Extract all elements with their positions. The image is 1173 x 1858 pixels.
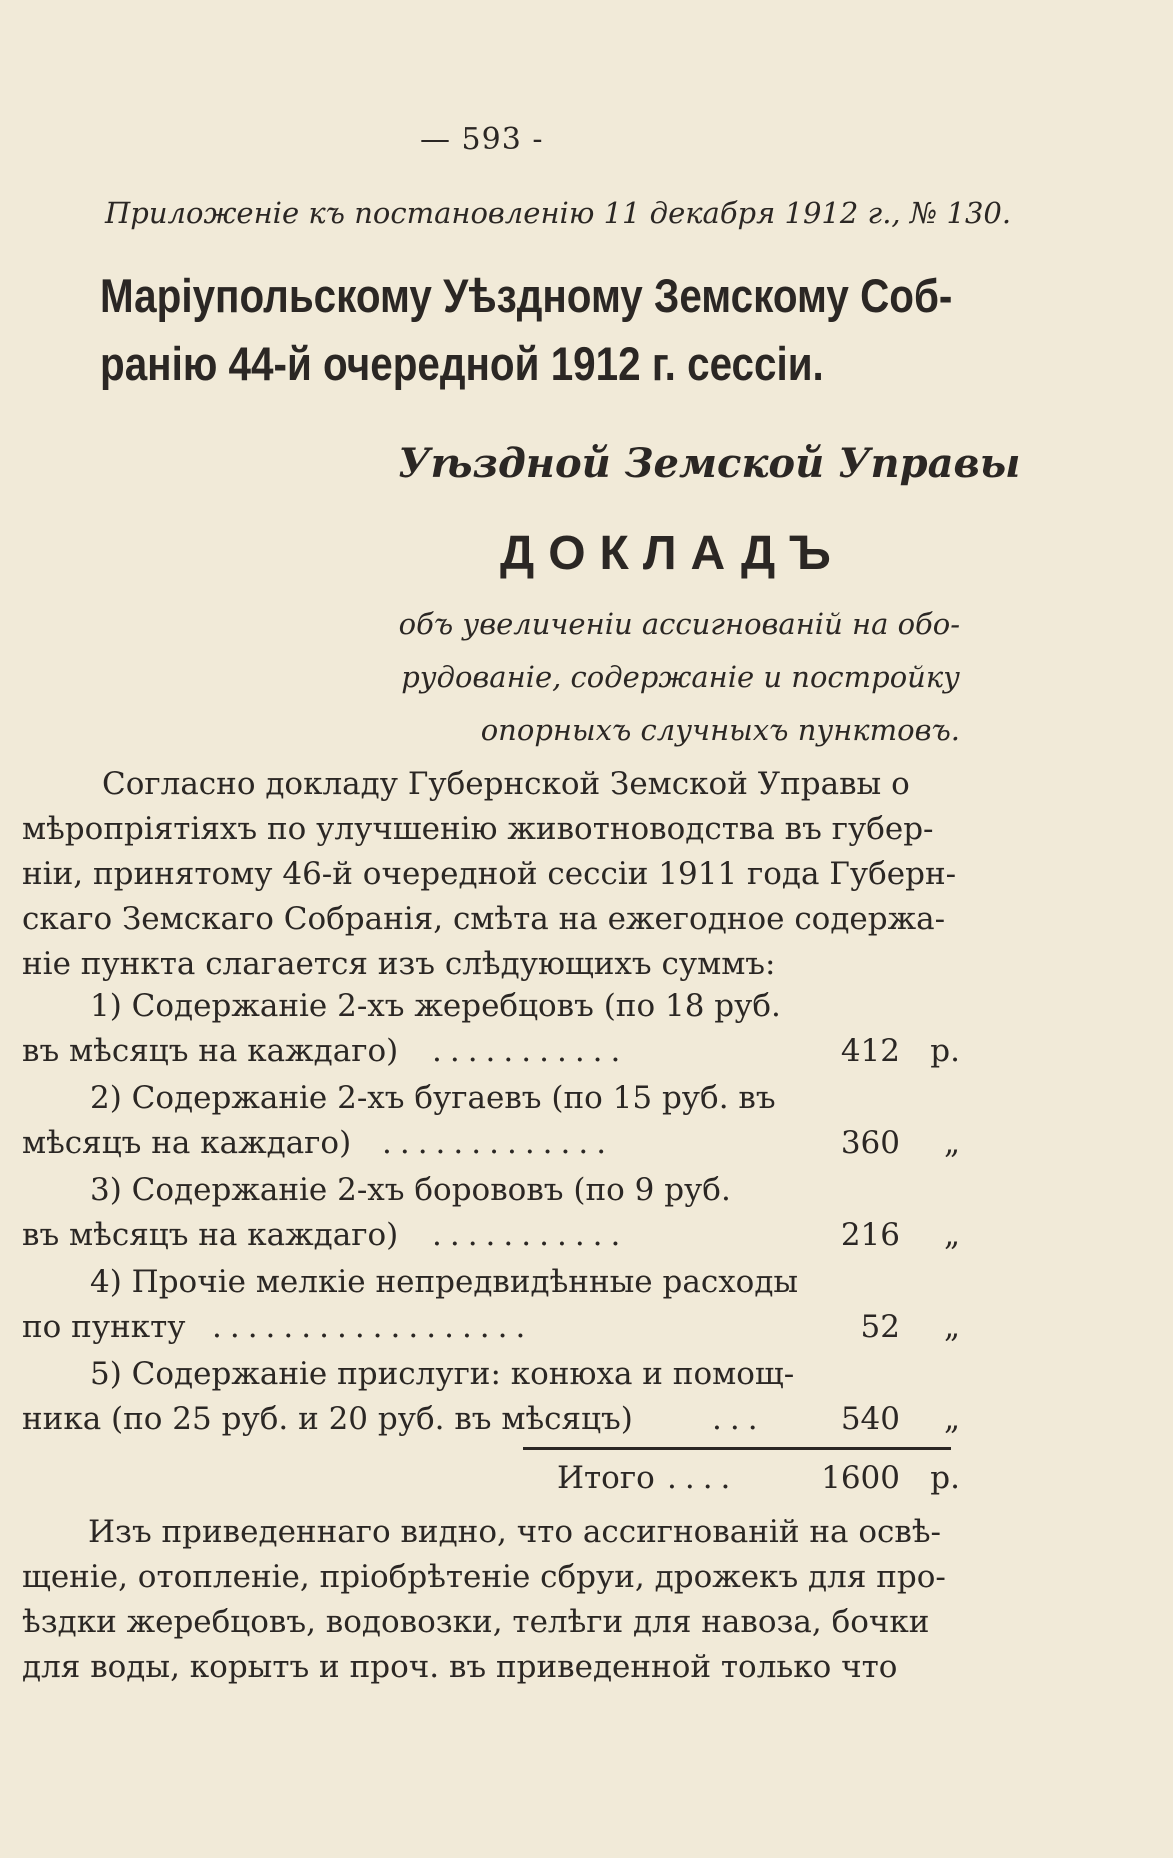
item-line xyxy=(22,1172,960,1217)
item-line xyxy=(22,1264,960,1309)
item-amount-line xyxy=(22,1401,960,1446)
item-amount: 412 xyxy=(840,1033,900,1069)
item-line xyxy=(22,1080,960,1125)
text-line: ѣздки жеребцовъ, водовозки, телѣги для навоза, бочки xyxy=(22,1604,930,1640)
subject-line: рудованіе, содержаніе и постройку xyxy=(401,660,960,694)
text-line: щеніе, отопленіе, пріобрѣтеніе сбруи, дрожекъ для про- xyxy=(22,1559,946,1595)
item-text: въ мѣсяцъ на каждаго) xyxy=(22,1033,399,1069)
leader-dots: .................. xyxy=(212,1309,534,1345)
page-number: — 593 - xyxy=(420,122,544,157)
item-text: въ мѣсяцъ на каждаго) xyxy=(22,1217,399,1253)
item-unit: „ xyxy=(943,1217,960,1253)
item-text: мѣсяцъ на каждаго) xyxy=(22,1125,352,1161)
title-line: ранію 44-й очередной 1912 г. сессіи. xyxy=(100,337,824,390)
closing-paragraph xyxy=(22,1510,962,1690)
item-line xyxy=(22,1356,960,1401)
total-label: Итого xyxy=(557,1460,655,1496)
total-line xyxy=(22,1460,960,1505)
item-text: 2) Содержаніе 2-хъ бугаевъ (по 15 руб. въ xyxy=(90,1080,776,1116)
text-line: мѣропріятіяхъ по улучшенію животноводства въ губер- xyxy=(22,811,934,847)
report-heading: ДОКЛАДЪ xyxy=(500,527,845,580)
intro-paragraph xyxy=(22,762,962,987)
leader-dots: ........... xyxy=(432,1033,629,1069)
item-amount: 52 xyxy=(860,1309,900,1345)
item-amount-line xyxy=(22,1217,960,1262)
subject-line: опорныхъ случныхъ пунктовъ. xyxy=(480,713,960,747)
item-amount: 216 xyxy=(840,1217,900,1253)
item-text: по пункту xyxy=(22,1309,186,1345)
total-unit: р. xyxy=(930,1460,960,1496)
text-line: скаго Земскаго Собранія, смѣта на ежегодное содержа- xyxy=(22,901,946,937)
leader-dots: ... xyxy=(712,1401,766,1437)
item-amount-line xyxy=(22,1125,960,1170)
item-text: 1) Содержаніе 2-хъ жеребцовъ (по 18 руб. xyxy=(90,988,781,1024)
total-rule xyxy=(523,1447,951,1450)
item-amount: 540 xyxy=(840,1401,900,1437)
text-line: для воды, корытъ и проч. въ приведенной только что xyxy=(22,1649,898,1685)
leader-dots: ........... xyxy=(432,1217,629,1253)
item-line xyxy=(22,988,960,1033)
total-amount: 1600 xyxy=(821,1460,900,1496)
item-text: ника (по 25 руб. и 20 руб. въ мѣсяцъ) xyxy=(22,1401,633,1437)
item-amount: 360 xyxy=(840,1125,900,1161)
text-line: ніи, принятому 46-й очередной сессіи 1911 года Губерн- xyxy=(22,856,957,892)
document-title xyxy=(100,262,953,398)
report-subject xyxy=(360,598,960,757)
text-line: Изъ приведеннаго видно, что ассигнованій на освѣ- xyxy=(88,1514,941,1550)
text-line: Согласно докладу Губернской Земской Управы о xyxy=(102,766,910,802)
appendix-note: Приложеніе къ постановленію 11 декабря 1912 г., № 130. xyxy=(105,196,1012,230)
leader-dots: ............. xyxy=(382,1125,615,1161)
item-text: 3) Содержаніе 2-хъ борововъ (по 9 руб. xyxy=(90,1172,731,1208)
leader-dots: .... xyxy=(667,1460,739,1496)
item-unit: „ xyxy=(943,1309,960,1345)
item-text: 5) Содержаніе прислуги: конюха и помощ- xyxy=(90,1356,795,1392)
item-unit: „ xyxy=(943,1125,960,1161)
item-text: 4) Прочіе мелкіе непредвидѣнные расходы xyxy=(90,1264,799,1300)
text-line: ніе пункта слагается изъ слѣдующихъ суммъ: xyxy=(22,946,776,982)
item-amount-line xyxy=(22,1033,960,1078)
subject-line: объ увеличеніи ассигнованій на обо- xyxy=(398,607,960,641)
item-amount-line xyxy=(22,1309,960,1354)
item-unit: р. xyxy=(930,1033,960,1069)
item-unit: „ xyxy=(943,1401,960,1437)
title-line: Маріупольскому Уѣздному Земскому Соб- xyxy=(100,269,953,322)
office-heading: Уѣздной Земской Управы xyxy=(398,440,1021,487)
